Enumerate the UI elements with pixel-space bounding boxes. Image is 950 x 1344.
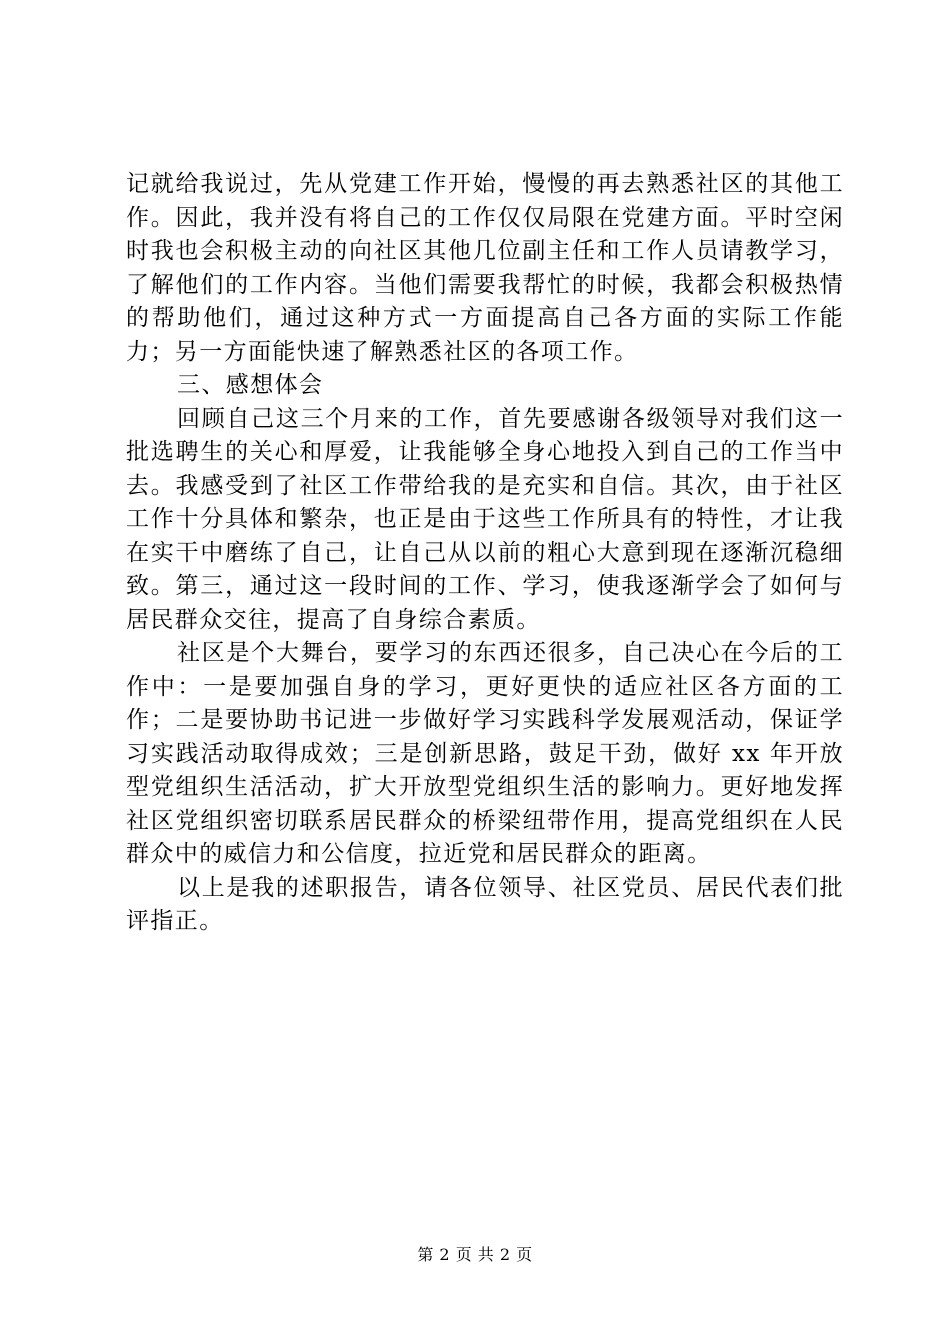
paragraph-plans: 社区是个大舞台，要学习的东西还很多，自己决心在今后的工作中：一是要加强自身的学习，更好更快的适应社区各方面的工作；二是要协助书记进一步做好学习实践科学发展观活动，保证学习实践活动取得成效；三是创新思路，鼓足干劲，做好 xx 年开放型党组织生活活动，扩大开放型党组织生活的影响力。更好地发挥社区党组织密切联系居民群众的桥梁纽带作用，提高党组织在人民群众中的威信力和公信度，拉近党和居民群众的距离。 [126, 640, 844, 867]
page-number-footer: 第 2 页 共 2 页 [417, 1245, 533, 1264]
document-body [126, 168, 844, 939]
paragraph-reflection: 回顾自己这三个月来的工作，首先要感谢各级领导对我们这一批选聘生的关心和厚爱，让我能够全身心地投入到自己的工作当中去。我感受到了社区工作带给我的是充实和自信。其次，由于社区工作十分具体和繁杂，也正是由于这些工作所具有的特性，才让我在实干中磨练了自己，让自己从以前的粗心大意到现在逐渐沉稳细致。第三，通过这一段时间的工作、学习，使我逐渐学会了如何与居民群众交往，提高了自身综合素质。 [126, 405, 844, 633]
paragraph-continued: 记就给我说过，先从党建工作开始，慢慢的再去熟悉社区的其他工作。因此，我并没有将自己的工作仅仅局限在党建方面。平时空闲时我也会积极主动的向社区其他几位副主任和工作人员请教学习，了解他们的工作内容。当他们需要我帮忙的时候，我都会积极热情的帮助他们，通过这种方式一方面提高自己各方面的实际工作能力；另一方面能快速了解熟悉社区的各项工作。 [126, 171, 844, 365]
paragraph-closing: 以上是我的述职报告，请各位领导、社区党员、居民代表们批评指正。 [126, 874, 844, 934]
section-heading: 三、感想体会 [177, 372, 324, 398]
